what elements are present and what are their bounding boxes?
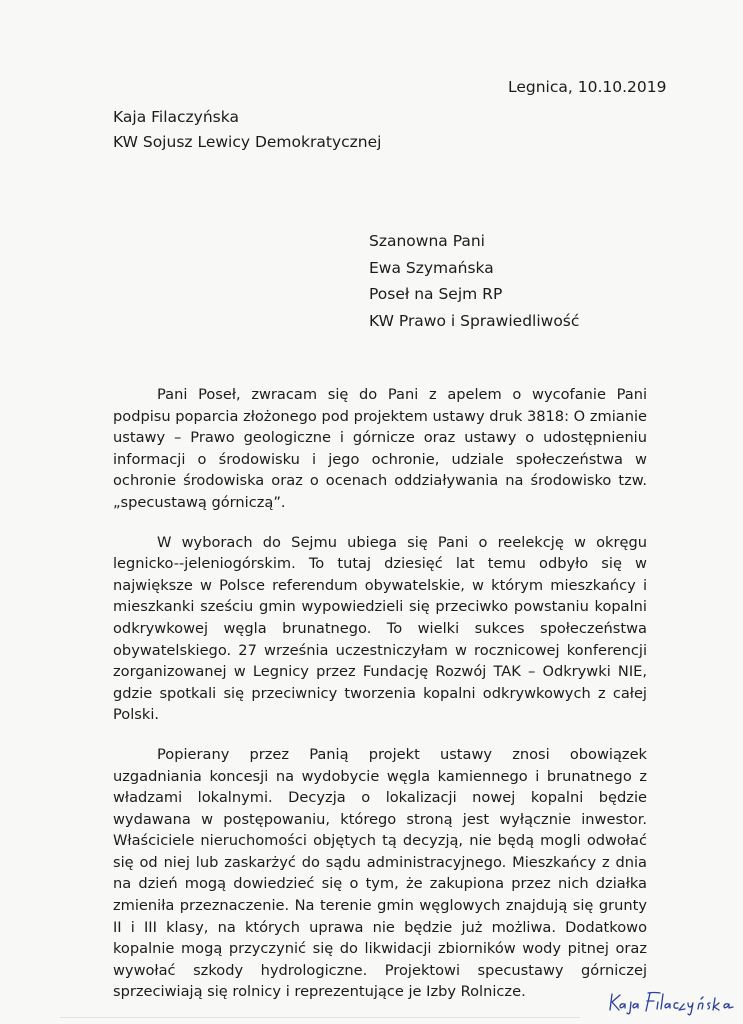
recipient-block (369, 228, 579, 334)
paragraph-3: Popierany przez Panią projekt ustawy znosi obowiązek uzgadniania koncesji na wydobycie węgla kamiennego i brunatnego z władzami lokalnymi. Decyzja o lokalizacji nowej kopalni będzie wydawana w postępowaniu, którego stroną jest wyłącznie inwestor. Właściciele nieruchomości objętych tą decyzją, nie będą mogli odwołać się od niej lub zaskarżyć do sądu administracyjnego. Mieszkańcy z dnia na dzień mogą dowiedzieć się o tym, że zakupiona przez nich działka zmieniła przeznaczenie. Na terenie gmin węglowych znajdują się grunty II i III klasy, na których uprawa nie będzie już możliwa. Dodatkowo kopalnie mogą przyczynić się do likwidacji zbiorników wody pitnej oraz wywołać szkody hydrologiczne. Projektowi specustawy górniczej sprzeciwiają się rolnicy i reprezentujące je Izby Rolnicze. (113, 745, 647, 1001)
sender-organization: KW Sojusz Lewicy Demokratycznej (113, 133, 382, 151)
recipient-salutation: Szanowna Pani (369, 232, 485, 250)
recipient-position: Poseł na Sejm RP (369, 285, 503, 303)
sender-name: Kaja Filaczyńska (113, 108, 239, 126)
handwritten-signature (606, 988, 740, 1016)
place-date: Legnica, 10.10.2019 (508, 78, 667, 96)
paragraph-2: W wyborach do Sejmu ubiega się Pani o reelekcję w okręgu legnicko--jeleniogórskim. To tutaj dziesięć lat temu odbyło się w największe w Polsce referendum obywatelskie, w którym mieszkańcy i mieszkanki sześciu gmin wypowiedzieli się przeciwko powstaniu kopalni odkrywkowej węgla brunatnego. To wielki sukces społeczeństwa obywatelskiego. 27 września uczestniczyłam w rocznicowej konferencji zorganizowanej w Legnicy przez Fundację Rozwój TAK – Odkrywki NIE, gdzie spotkali się przeciwnicy tworzenia kopalni odkrywkowych z całej Polski. (113, 533, 647, 724)
paragraph-1: Pani Poseł, zwracam się do Pani z apelem o wycofanie Pani podpisu poparcia złożonego pod projektem ustawy druk 3818: O zmianie ustawy – Prawo geologiczne i górnicze oraz ustawy o udostępnieniu informacji o środowisku i jego ochronie, udziale społeczeństwa w ochronie środowiska oraz o ocenach oddziaływania na środowisko tzw. „specustawą górniczą”. (113, 386, 647, 511)
recipient-name: Ewa Szymańska (369, 258, 494, 277)
letter-body (113, 384, 647, 1021)
page-edge-line (60, 1017, 580, 1018)
sender-block (113, 105, 381, 155)
recipient-organization: KW Prawo i Sprawiedliwość (369, 311, 580, 330)
